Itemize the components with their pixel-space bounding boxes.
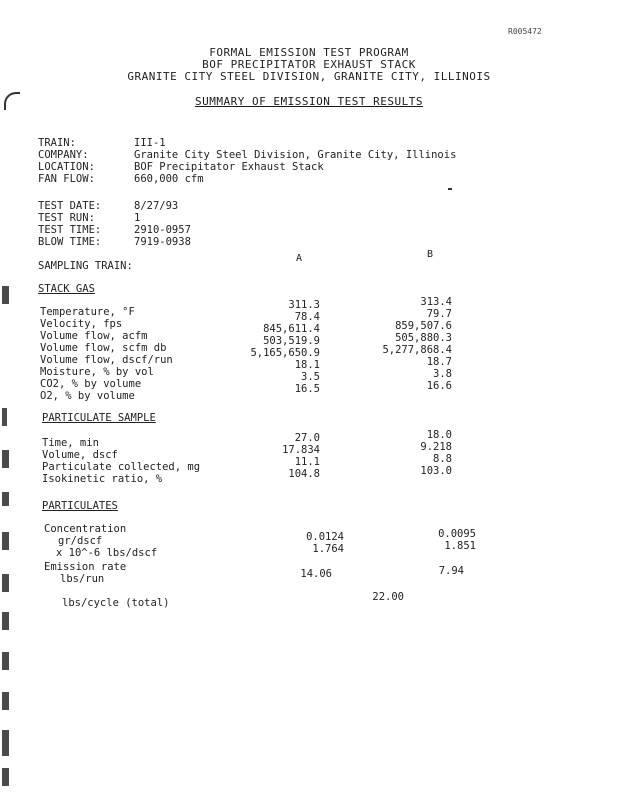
binding-hole (2, 574, 9, 592)
row-label: Volume, dscf (42, 449, 118, 461)
info-label-train: TRAIN: (38, 137, 76, 149)
value-b: 18.0 (426, 429, 452, 441)
header-line-2: BOF PRECIPITATOR EXHAUST STACK (202, 58, 416, 71)
concentration-label: Concentration (44, 523, 127, 535)
section-heading-particulates: PARTICULATES (42, 500, 118, 512)
test-label-run: TEST RUN: (38, 212, 95, 224)
value-b: 0.0095 (438, 528, 476, 540)
value-a: 104.8 (288, 468, 320, 480)
value-b: 103.0 (420, 465, 452, 477)
row-label: Velocity, fps (40, 318, 123, 330)
row-label: Volume flow, acfm (40, 330, 148, 342)
test-label-blow-time: BLOW TIME: (38, 236, 102, 248)
stray-mark (448, 188, 452, 190)
value-b: 16.6 (426, 380, 452, 392)
info-value-company: Granite City Steel Division, Granite City, Illinois (134, 149, 457, 161)
value-a: 0.0124 (306, 531, 344, 543)
value-b: 18.7 (426, 356, 452, 368)
info-value-location: BOF Precipitator Exhaust Stack (134, 161, 324, 173)
header-line-1: FORMAL EMISSION TEST PROGRAM (209, 46, 409, 59)
value-b: 7.94 (438, 565, 464, 577)
header-line-3: GRANITE CITY STEEL DIVISION, GRANITE CITY, ILLINOIS (127, 70, 491, 83)
value-a: 311.3 (288, 299, 320, 311)
info-value-train: III-1 (134, 137, 166, 149)
row-label: O2, % by volume (40, 390, 135, 402)
value-a: 845,611.4 (263, 323, 320, 335)
value-b: 859,507.6 (395, 320, 452, 332)
lbs-run-label: lbs/run (60, 573, 105, 585)
page-title: SUMMARY OF EMISSION TEST RESULTS (195, 95, 423, 108)
binding-hole (2, 730, 9, 756)
value-a: 16.5 (294, 383, 320, 395)
value-a: 11.1 (294, 456, 320, 468)
row-label: Volume flow, scfm db (40, 342, 167, 354)
column-header-b: B (427, 249, 434, 260)
sampling-train-label: SAMPLING TRAIN: (38, 260, 133, 272)
row-label: Volume flow, dscf/run (40, 354, 173, 366)
test-value-blow-time: 7919-0938 (134, 236, 191, 248)
lbs-dscf-label: x 10^-6 lbs/dscf (56, 547, 158, 559)
binding-hole (2, 612, 9, 630)
row-label: Moisture, % by vol (40, 366, 154, 378)
binding-hole (2, 692, 9, 710)
test-value-run: 1 (134, 212, 141, 224)
value-a: 3.5 (301, 371, 320, 383)
test-value-time: 2910-0957 (134, 224, 191, 236)
info-label-company: COMPANY: (38, 149, 89, 161)
binding-hole (2, 532, 9, 550)
test-value-date: 8/27/93 (134, 200, 179, 212)
column-header-a: A (296, 253, 303, 264)
binding-hole (2, 492, 9, 506)
lbs-cycle-value: 22.00 (372, 591, 404, 603)
document-id: R005472 (508, 27, 542, 36)
binding-hole (2, 286, 9, 304)
binding-hole (2, 652, 9, 670)
row-label: CO2, % by volume (40, 378, 142, 390)
section-heading-particulate-sample: PARTICULATE SAMPLE (42, 412, 156, 424)
row-label: Isokinetic ratio, % (42, 473, 163, 485)
value-b: 79.7 (426, 308, 452, 320)
value-a: 17.834 (282, 444, 320, 456)
value-a: 78.4 (294, 311, 320, 323)
lbs-cycle-label: lbs/cycle (total) (62, 597, 170, 609)
value-b: 9.218 (420, 441, 452, 453)
test-label-time: TEST TIME: (38, 224, 102, 236)
value-a: 503,519.9 (263, 335, 320, 347)
info-label-location: LOCATION: (38, 161, 95, 173)
binding-hole (2, 408, 7, 426)
value-b: 3.8 (433, 368, 452, 380)
emission-rate-label: Emission rate (44, 561, 127, 573)
value-a: 18.1 (294, 359, 320, 371)
grdscf-label: gr/dscf (58, 535, 103, 547)
section-heading-stack-gas: STACK GAS (38, 283, 95, 295)
value-a: 1.764 (312, 543, 344, 555)
row-label: Time, min (42, 437, 99, 449)
info-value-fan-flow: 660,000 cfm (134, 173, 204, 185)
value-b: 505,880.3 (395, 332, 452, 344)
value-b: 1.851 (444, 540, 476, 552)
value-b: 313.4 (420, 296, 452, 308)
test-label-date: TEST DATE: (38, 200, 102, 212)
row-label: Temperature, °F (40, 306, 135, 318)
binding-hole (2, 768, 9, 786)
info-label-fan-flow: FAN FLOW: (38, 173, 95, 185)
value-a: 27.0 (294, 432, 320, 444)
binding-hole (2, 450, 9, 468)
value-a: 14.06 (300, 568, 332, 580)
value-b: 5,277,868.4 (382, 344, 452, 356)
value-a: 5,165,650.9 (250, 347, 320, 359)
value-b: 8.8 (433, 453, 452, 465)
row-label: Particulate collected, mg (42, 461, 201, 473)
